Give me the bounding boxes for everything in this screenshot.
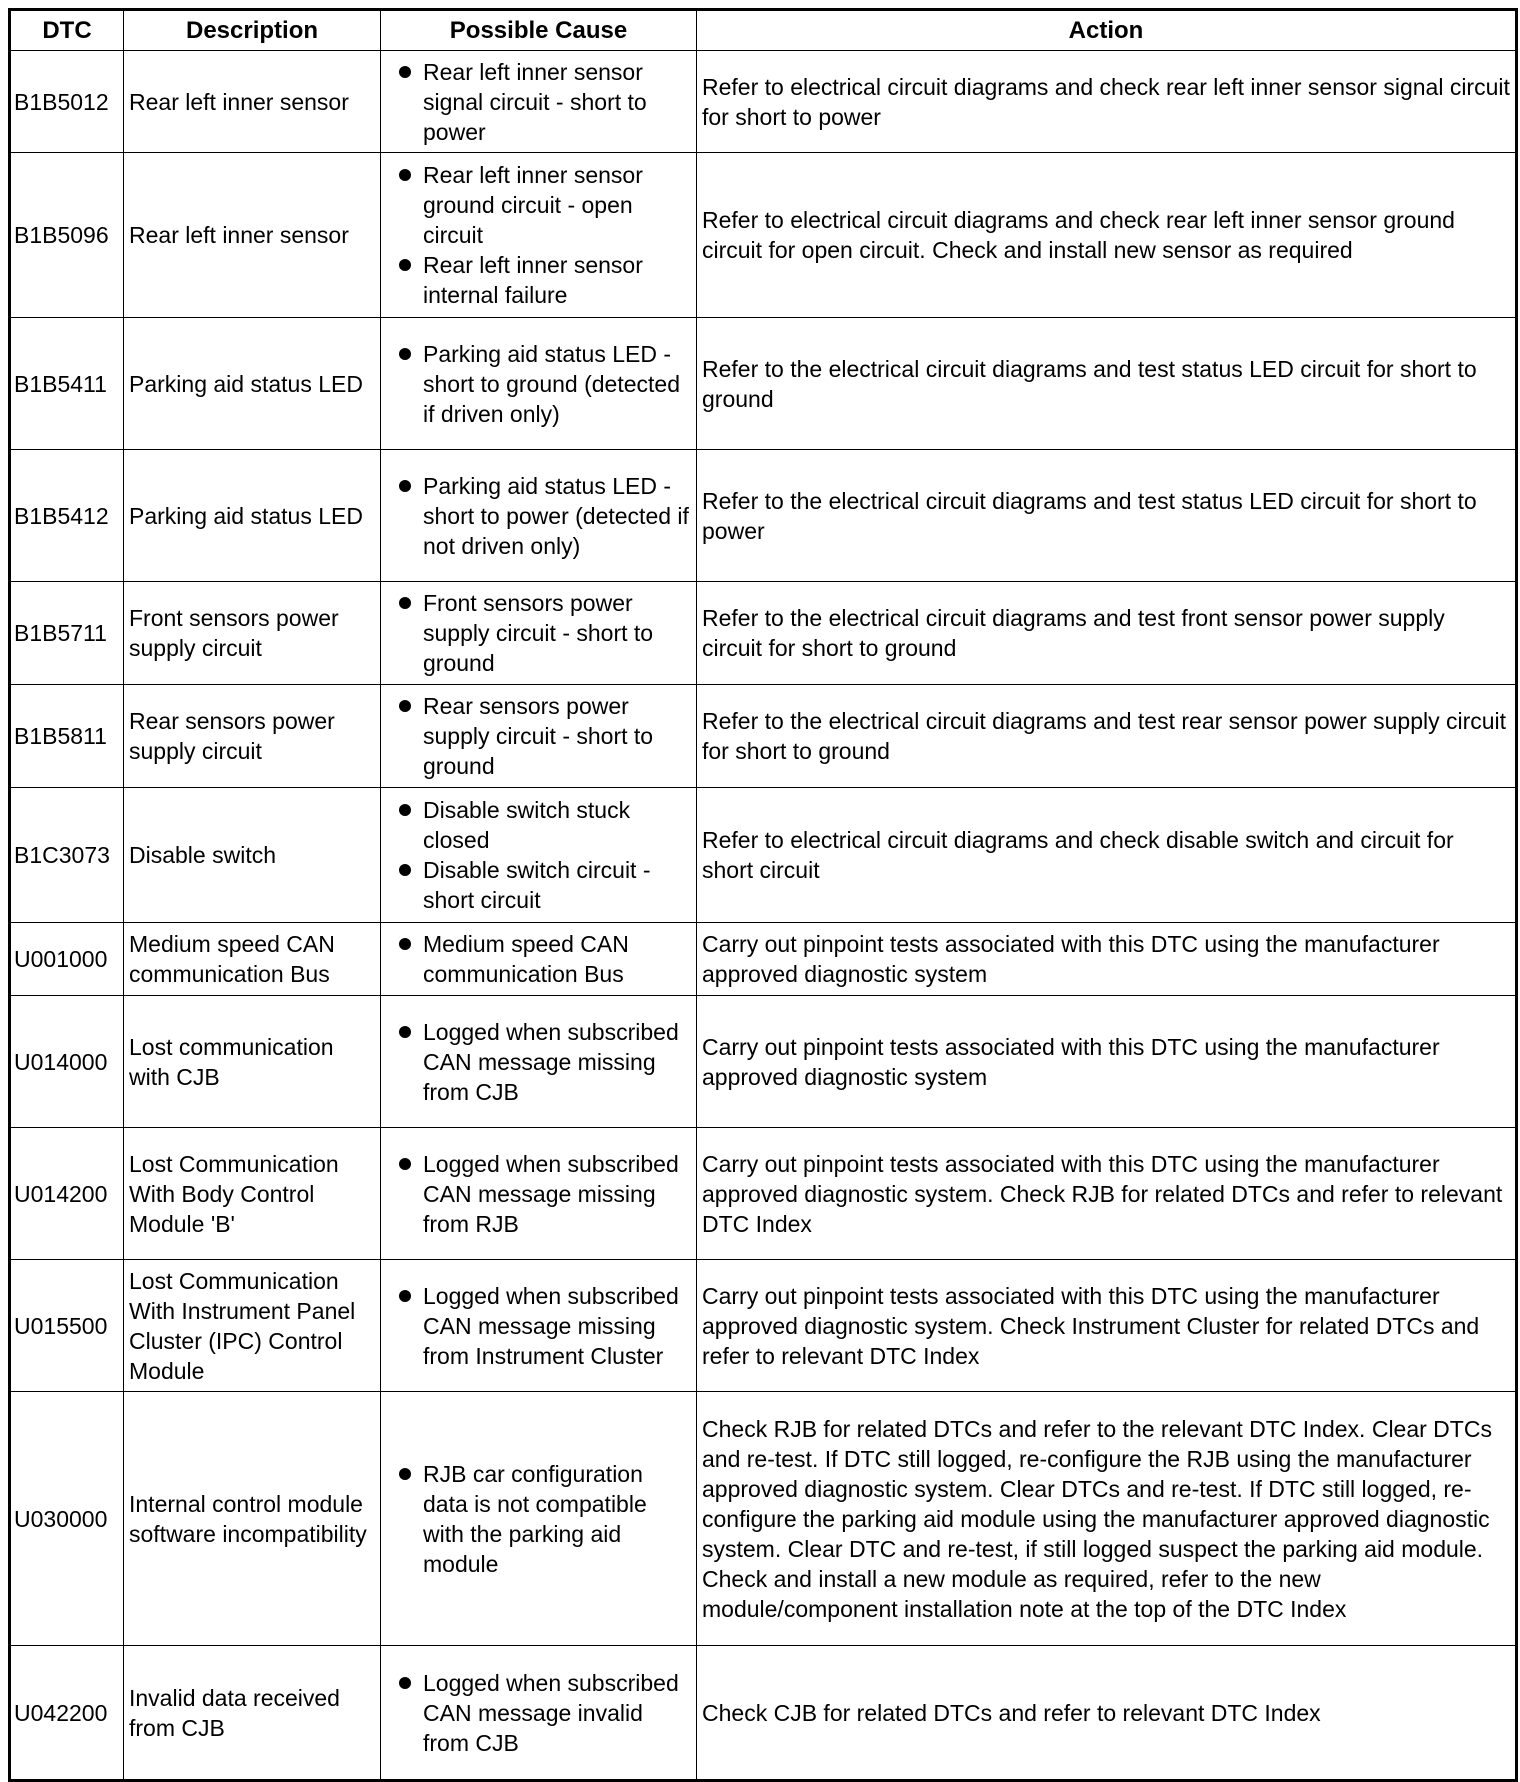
dtc-description: Rear left inner sensor [124,51,381,153]
possible-cause-cell [381,582,697,685]
possible-cause-item: Medium speed CAN communication Bus [386,929,691,989]
table-row [10,996,1517,1128]
possible-cause-item: Rear left inner sensor signal circuit - short to power [386,57,691,147]
dtc-table [8,8,1518,1782]
action-text: Refer to electrical circuit diagrams and check rear left inner sensor ground circuit for open circuit. Check and install new sensor as required [697,153,1517,318]
possible-cause-cell [381,923,697,996]
action-text: Refer to electrical circuit diagrams and check disable switch and circuit for short circuit [697,788,1517,923]
dtc-code: B1B5411 [10,318,124,450]
possible-cause-cell [381,996,697,1128]
dtc-description: Rear left inner sensor [124,153,381,318]
possible-cause-list [386,339,691,429]
dtc-description: Lost Communication With Body Control Module 'B' [124,1128,381,1260]
table-row [10,923,1517,996]
possible-cause-list [386,1668,691,1758]
action-text: Refer to the electrical circuit diagrams and test rear sensor power supply circuit for short to ground [697,685,1517,788]
possible-cause-item: Logged when subscribed CAN message missing from CJB [386,1017,691,1107]
table-row [10,1646,1517,1781]
dtc-description: Front sensors power supply circuit [124,582,381,685]
action-text: Refer to the electrical circuit diagrams and test status LED circuit for short to power [697,450,1517,582]
possible-cause-list [386,691,691,781]
action-text: Carry out pinpoint tests associated with this DTC using the manufacturer approved diagnostic system. Check RJB for related DTCs and refer to relevant DTC Index [697,1128,1517,1260]
dtc-description: Parking aid status LED [124,450,381,582]
possible-cause-item: Front sensors power supply circuit - short to ground [386,588,691,678]
dtc-description: Disable switch [124,788,381,923]
action-text: Carry out pinpoint tests associated with this DTC using the manufacturer approved diagnostic system [697,923,1517,996]
table-row [10,1128,1517,1260]
action-text: Refer to the electrical circuit diagrams and test status LED circuit for short to ground [697,318,1517,450]
possible-cause-list [386,588,691,678]
possible-cause-list [386,57,691,147]
action-text: Carry out pinpoint tests associated with this DTC using the manufacturer approved diagnostic system. Check Instrument Cluster for related DTCs and refer to relevant DTC Index [697,1260,1517,1392]
table-body [10,51,1517,1781]
possible-cause-cell [381,1646,697,1781]
table-row [10,51,1517,153]
dtc-code: B1B5711 [10,582,124,685]
possible-cause-list [386,929,691,989]
dtc-code: U001000 [10,923,124,996]
dtc-description: Lost communication with CJB [124,996,381,1128]
dtc-description: Invalid data received from CJB [124,1646,381,1781]
possible-cause-list [386,1281,691,1371]
table-row [10,788,1517,923]
dtc-description: Parking aid status LED [124,318,381,450]
possible-cause-list [386,471,691,561]
possible-cause-list [386,160,691,310]
action-text: Refer to electrical circuit diagrams and check rear left inner sensor signal circuit for short to power [697,51,1517,153]
possible-cause-cell [381,1260,697,1392]
dtc-code: B1C3073 [10,788,124,923]
possible-cause-item: Disable switch circuit - short circuit [386,855,691,915]
possible-cause-item: Rear left inner sensor internal failure [386,250,691,310]
possible-cause-cell [381,51,697,153]
possible-cause-item: Disable switch stuck closed [386,795,691,855]
table-row [10,318,1517,450]
possible-cause-cell [381,153,697,318]
dtc-code: B1B5412 [10,450,124,582]
action-text: Carry out pinpoint tests associated with this DTC using the manufacturer approved diagnostic system [697,996,1517,1128]
dtc-code: U014200 [10,1128,124,1260]
possible-cause-item: Logged when subscribed CAN message missing from RJB [386,1149,691,1239]
possible-cause-cell [381,1392,697,1646]
possible-cause-list [386,1149,691,1239]
dtc-description: Lost Communication With Instrument Panel Cluster (IPC) Control Module [124,1260,381,1392]
possible-cause-item: Logged when subscribed CAN message invalid from CJB [386,1668,691,1758]
possible-cause-item: RJB car configuration data is not compatible with the parking aid module [386,1459,691,1579]
possible-cause-cell [381,450,697,582]
dtc-description: Rear sensors power supply circuit [124,685,381,788]
table-row [10,1392,1517,1646]
possible-cause-item: Rear sensors power supply circuit - short to ground [386,691,691,781]
table-row [10,685,1517,788]
possible-cause-list [386,1017,691,1107]
header-action: Action [697,10,1517,51]
possible-cause-item: Parking aid status LED - short to ground (detected if driven only) [386,339,691,429]
possible-cause-list [386,1459,691,1579]
header-possible-cause: Possible Cause [381,10,697,51]
table-row [10,153,1517,318]
possible-cause-item: Rear left inner sensor ground circuit - open circuit [386,160,691,250]
dtc-description: Medium speed CAN communication Bus [124,923,381,996]
dtc-code: U015500 [10,1260,124,1392]
possible-cause-item: Parking aid status LED - short to power (detected if not driven only) [386,471,691,561]
action-text: Check RJB for related DTCs and refer to the relevant DTC Index. Clear DTCs and re-test. If DTC still logged, re-configure the RJB using the manufacturer approved diagnostic system. Clear DTCs and re-test. If DTC still logged, re-configure the parking aid module using the manufacturer approved diagnostic system. Clear DTC and re-test, if still logged suspect the parking aid module. Check and install a new module as required, refer to the new module/component installation note at the top of the DTC Index [697,1392,1517,1646]
dtc-code: B1B5096 [10,153,124,318]
table-row [10,582,1517,685]
possible-cause-list [386,795,691,915]
possible-cause-cell [381,685,697,788]
dtc-code: B1B5811 [10,685,124,788]
dtc-code: U014000 [10,996,124,1128]
dtc-code: U042200 [10,1646,124,1781]
possible-cause-cell [381,788,697,923]
dtc-description: Internal control module software incompatibility [124,1392,381,1646]
possible-cause-cell [381,1128,697,1260]
header-description: Description [124,10,381,51]
dtc-code: U030000 [10,1392,124,1646]
table-row [10,450,1517,582]
header-row [10,10,1517,51]
action-text: Check CJB for related DTCs and refer to relevant DTC Index [697,1646,1517,1781]
header-dtc: DTC [10,10,124,51]
possible-cause-item: Logged when subscribed CAN message missing from Instrument Cluster [386,1281,691,1371]
action-text: Refer to the electrical circuit diagrams and test front sensor power supply circuit for short to ground [697,582,1517,685]
possible-cause-cell [381,318,697,450]
table-row [10,1260,1517,1392]
dtc-code: B1B5012 [10,51,124,153]
